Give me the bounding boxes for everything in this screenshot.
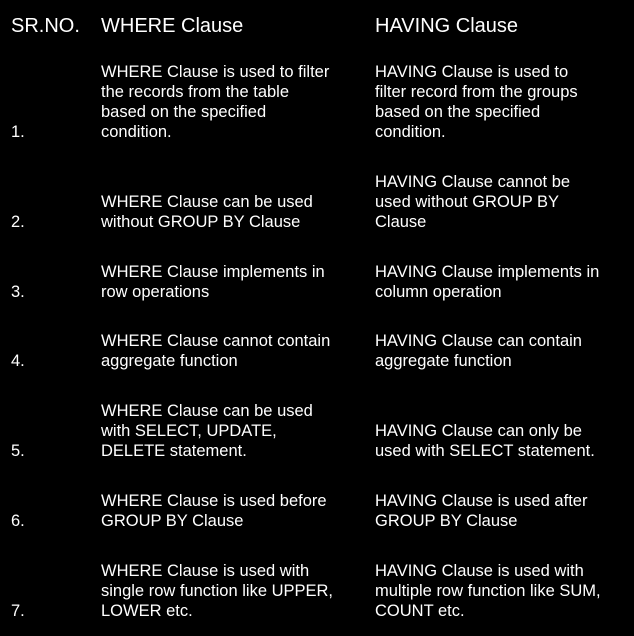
table-row [0,62,634,152]
having-cell: HAVING Clause can only be used with SELECT statement. [375,422,595,460]
table-row [0,491,634,541]
row-number: 6. [11,512,25,530]
having-cell: HAVING Clause can contain aggregate function [375,332,582,370]
table-header [0,0,634,52]
where-cell: WHERE Clause implements in row operations [101,263,325,301]
table-row [0,561,634,631]
row-number: 5. [11,442,25,460]
having-cell: HAVING Clause is used to filter record from the groups based on the specified condition. [375,63,578,141]
header-having-clause: HAVING Clause [375,15,519,37]
where-cell: WHERE Clause is used with single row function like UPPER, LOWER etc. [101,562,334,620]
where-cell: WHERE Clause is used before GROUP BY Clause [101,492,327,530]
where-cell: WHERE Clause is used to filter the records from the table based on the specified condition. [101,63,330,141]
row-number: 7. [11,602,25,620]
row-number: 4. [11,352,25,370]
row-number: 2. [11,213,25,231]
row-number: 1. [11,123,25,141]
having-cell: HAVING Clause is used with multiple row function like SUM, COUNT etc. [375,562,601,620]
having-cell: HAVING Clause is used after GROUP BY Clause [375,492,588,530]
header-where-clause: WHERE Clause [101,15,244,37]
where-cell: WHERE Clause cannot contain aggregate function [101,332,331,370]
table-row [0,331,634,381]
where-cell: WHERE Clause can be used without GROUP BY Clause [101,193,313,231]
table-row [0,172,634,242]
having-cell: HAVING Clause implements in column operation [375,263,600,301]
where-cell: WHERE Clause can be used with SELECT, UPDATE, DELETE statement. [101,402,313,460]
table-row [0,401,634,471]
row-number: 3. [11,283,25,301]
having-cell: HAVING Clause cannot be used without GROUP BY Clause [375,173,571,231]
table-row [0,262,634,312]
header-srno: SR.NO. [11,15,80,37]
